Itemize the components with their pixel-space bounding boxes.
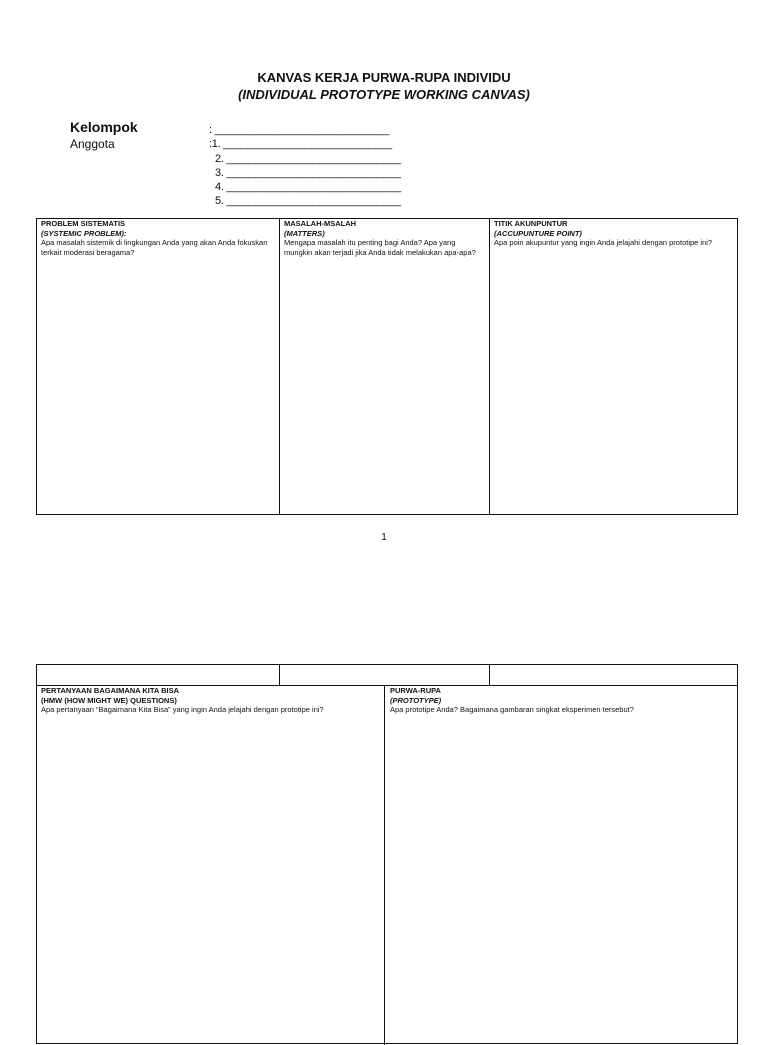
column-divider: [279, 664, 280, 685]
column-divider: [384, 685, 385, 1045]
section-prompt: Apa masalah sistemik di lingkungan Anda yang akan Anda fokuskan terkait moderasi beragama?: [41, 238, 268, 257]
anggota-label: Anggota: [70, 137, 115, 151]
section-subtitle: (ACCUPUNTURE POINT): [494, 228, 582, 238]
member-5-fill-line: 5. ______________________________: [215, 195, 401, 207]
section-prompt: Apa prototipe Anda? Bagaimana gambaran singkat eksperimen tersebut?: [390, 705, 634, 714]
section-subtitle: (PROTOTYPE): [390, 695, 442, 705]
section-prompt: Mengapa masalah itu penting bagi Anda? Apa yang mungkin akan terjadi jika Anda tidak melakukan apa-apa?: [284, 238, 476, 257]
section-subtitle: (SYSTEMIC PROBLEM):: [41, 228, 127, 238]
section-prompt: Apa pertanyaan “Bagaimana Kita Bisa” yang ingin Anda jelajahi dengan prototipe ini?: [41, 705, 324, 714]
canvas-grid-page1: [36, 218, 738, 515]
member-3-fill-line: 3. ______________________________: [215, 167, 401, 179]
section-prompt: Apa poin akupuntur yang ingin Anda jelajahi dengan prototipe ini?: [494, 238, 713, 247]
member-4-fill-line: 4. ______________________________: [215, 181, 401, 193]
section-title: TITIK AKUNPUNTUR: [494, 219, 568, 228]
canvas-subtitle: (INDIVIDUAL PROTOTYPE WORKING CANVAS): [238, 87, 530, 102]
section-title: PROBLEM SISTEMATIS: [41, 219, 126, 228]
member-2-fill-line: 2. ______________________________: [215, 153, 401, 165]
systemic-problem-cell[interactable]: [41, 219, 273, 257]
canvas-grid-page2: [36, 664, 738, 1044]
section-title: MASALAH-MSALAH: [284, 219, 357, 228]
page-number: 1: [381, 532, 387, 543]
matters-cell[interactable]: [284, 219, 480, 257]
accupunture-point-cell[interactable]: [494, 219, 730, 248]
section-title: PERTANYAAN BAGAIMANA KITA BISA: [41, 686, 180, 695]
section-subtitle: (HMW (HOW MIGHT WE) QUESTIONS): [41, 695, 177, 705]
hmw-questions-cell[interactable]: [41, 686, 377, 715]
column-divider: [279, 218, 280, 515]
canvas-title: KANVAS KERJA PURWA-RUPA INDIVIDU: [257, 70, 511, 85]
column-divider: [489, 664, 490, 685]
section-subtitle: (MATTERS): [284, 228, 325, 238]
kelompok-fill-line: : ______________________________: [209, 124, 390, 136]
section-title: PURWA-RUPA: [390, 686, 441, 695]
prototype-cell[interactable]: [390, 686, 730, 715]
column-divider: [489, 218, 490, 515]
member-1-fill-line: :1. _____________________________: [209, 138, 392, 150]
kelompok-label: Kelompok: [70, 119, 138, 135]
